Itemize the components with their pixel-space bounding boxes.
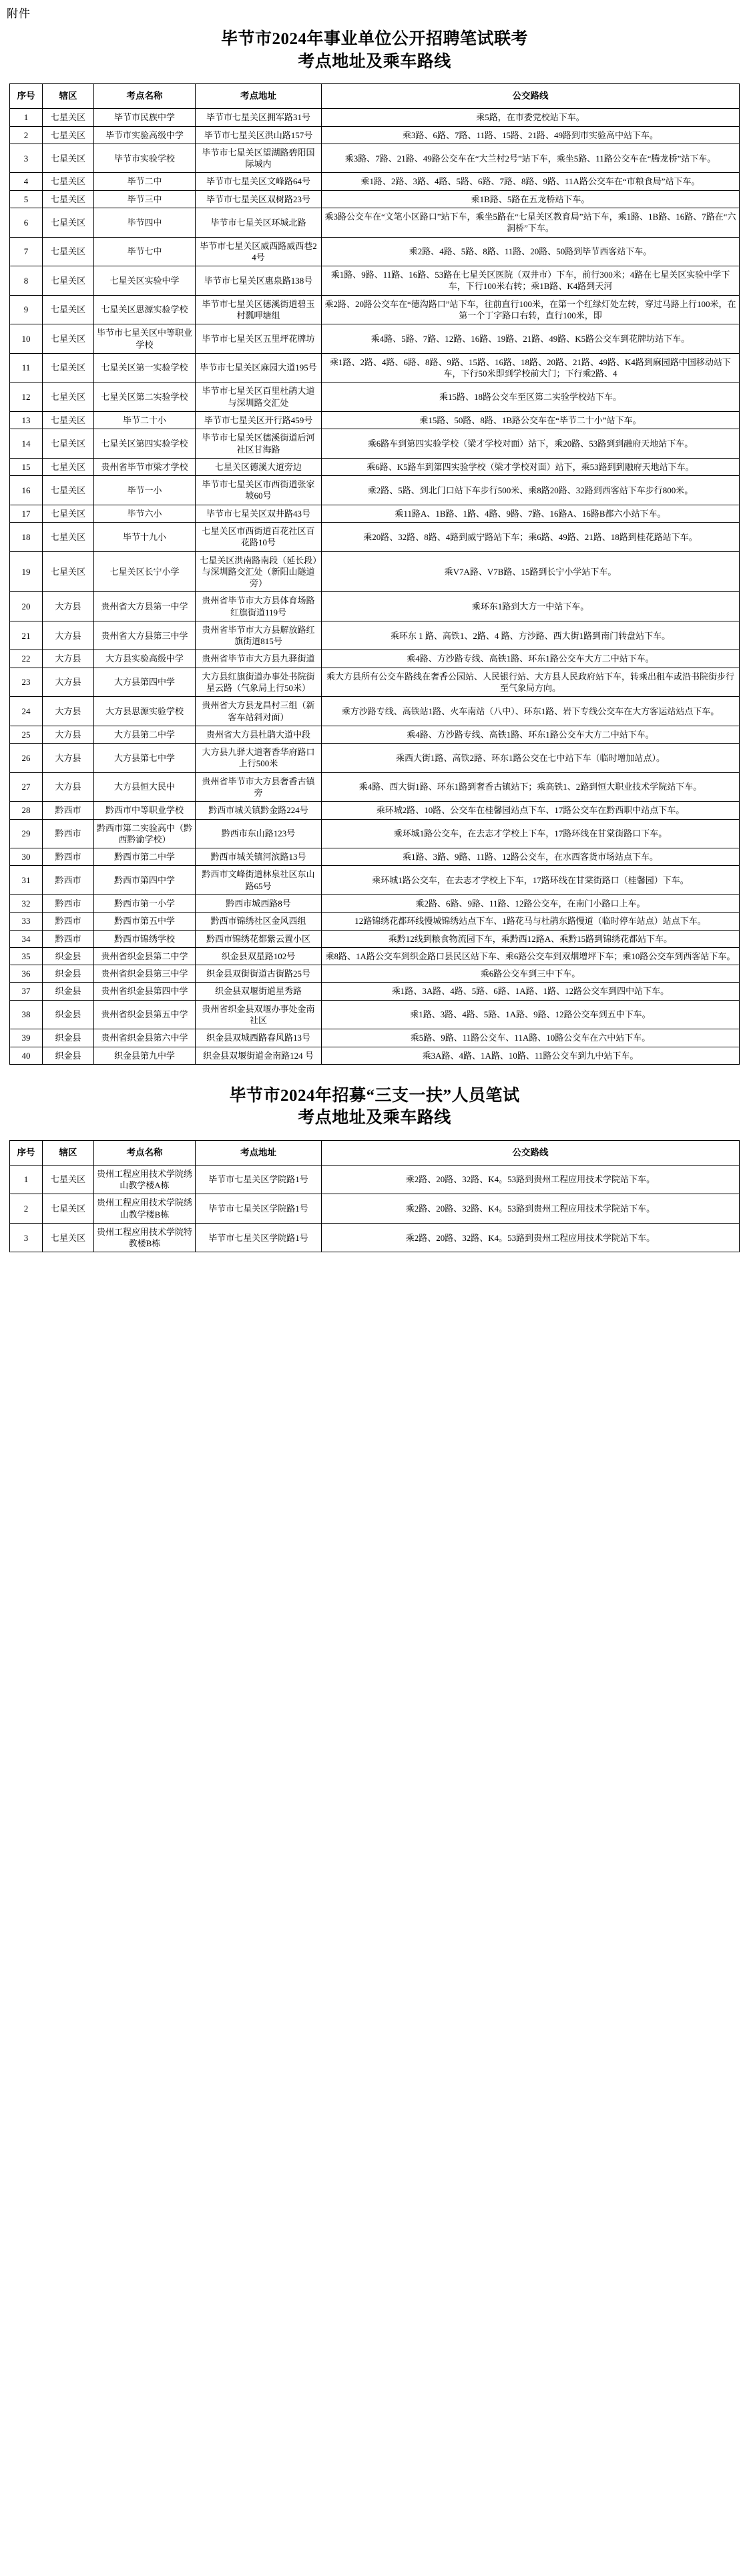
cell-bus-route: 乘2路、20路、32路、K4。53路到贵州工程应用技术学院站下车。 <box>322 1194 740 1224</box>
cell-bus-route: 乘15路、18路公交车至区第二实验学校站下车。 <box>322 382 740 412</box>
cell-bus-route: 乘5路、9路、11路公交车、11A路、10路公交车在六中站下车。 <box>322 1029 740 1047</box>
cell-site-address: 黔西市城关镇黔金路224号 <box>196 802 322 819</box>
cell-no: 25 <box>10 726 43 743</box>
cell-district: 七星关区 <box>43 411 94 429</box>
cell-no: 28 <box>10 802 43 819</box>
cell-no: 4 <box>10 173 43 190</box>
cell-no: 17 <box>10 505 43 522</box>
cell-district: 七星关区 <box>43 551 94 592</box>
cell-district: 黔西市 <box>43 913 94 930</box>
table-row <box>10 802 740 819</box>
cell-bus-route: 乘20路、32路、8路、4路到威宁路站下车；乘6路、49路、21路、18路到桂花路站下车。 <box>322 522 740 551</box>
cell-district: 黔西市 <box>43 848 94 866</box>
cell-site-address: 毕节市七星关区双井路43号 <box>196 505 322 522</box>
table-row <box>10 411 740 429</box>
cell-no: 10 <box>10 324 43 354</box>
cell-district: 织金县 <box>43 965 94 983</box>
cell-site-name: 七星关区实验中学 <box>94 266 196 296</box>
cell-no: 16 <box>10 476 43 505</box>
cell-site-name: 毕节十九小 <box>94 522 196 551</box>
table-body <box>10 109 740 1064</box>
table-row <box>10 947 740 965</box>
table-row <box>10 894 740 912</box>
cell-site-name: 黔西市第四中学 <box>94 866 196 895</box>
cell-no: 26 <box>10 744 43 773</box>
cell-district: 七星关区 <box>43 1194 94 1224</box>
cell-site-name: 毕节市七星关区中等职业学校 <box>94 324 196 354</box>
cell-bus-route: 乘2路、5路、到北门口站下车步行500米、乘8路20路、32路到西客站下车步行800米。 <box>322 476 740 505</box>
cell-district: 七星关区 <box>43 237 94 266</box>
section-two-title-line1: 毕节市2024年招募“三支一扶”人员笔试 <box>229 1086 520 1105</box>
cell-site-address: 毕节市七星关区惠泉路138号 <box>196 266 322 296</box>
cell-site-name: 贵州省织金县第四中学 <box>94 983 196 1000</box>
cell-site-name: 毕节二十小 <box>94 411 196 429</box>
table-row <box>10 1223 740 1252</box>
cell-site-address: 毕节市七星关区环城北路 <box>196 208 322 238</box>
cell-site-address: 毕节市七星关区文峰路64号 <box>196 173 322 190</box>
cell-no: 6 <box>10 208 43 238</box>
cell-site-address: 七星关区市西街道百花社区百花路10号 <box>196 522 322 551</box>
cell-bus-route: 乘大方县所有公交车路线在奢香公园站、人民银行站、大方县人民政府站下车，转乘出租车或沿书院街步行至气象局方向。 <box>322 668 740 697</box>
table-row <box>10 819 740 848</box>
cell-bus-route: 乘3路、6路、7路、11路、15路、21路、49路到市实验高中站下车。 <box>322 126 740 144</box>
table-row <box>10 324 740 354</box>
cell-site-address: 毕节市七星关区五里坪花牌坊 <box>196 324 322 354</box>
cell-no: 33 <box>10 913 43 930</box>
cell-district: 七星关区 <box>43 126 94 144</box>
cell-bus-route: 乘2路、6路、9路、11路、12路公交车，在南门小路口上车。 <box>322 894 740 912</box>
cell-no: 20 <box>10 592 43 621</box>
cell-site-name: 黔西市第五中学 <box>94 913 196 930</box>
cell-no: 1 <box>10 109 43 126</box>
cell-no: 32 <box>10 894 43 912</box>
cell-site-name: 织金县第九中学 <box>94 1047 196 1064</box>
cell-bus-route: 乘V7A路、V7B路、15路到长宁小学站下车。 <box>322 551 740 592</box>
section-two-title-line2: 考点地址及乘车路线 <box>298 1109 451 1127</box>
cell-district: 黔西市 <box>43 866 94 895</box>
table-row <box>10 621 740 650</box>
cell-bus-route: 乘环城1路公交车，在去志才学校上下车，17路环线在甘棠街路口下车。 <box>322 819 740 848</box>
cell-site-address: 织金县双星路102号 <box>196 947 322 965</box>
cell-bus-route: 乘2路、4路、5路、8路、11路、20路、50路到毕节西客站下车。 <box>322 237 740 266</box>
cell-no: 30 <box>10 848 43 866</box>
cell-no: 40 <box>10 1047 43 1064</box>
table-row <box>10 522 740 551</box>
cell-site-address: 毕节市七星关区市西街道张家坡60号 <box>196 476 322 505</box>
cell-no: 3 <box>10 144 43 173</box>
table-row <box>10 208 740 238</box>
cell-no: 19 <box>10 551 43 592</box>
table-row <box>10 190 740 208</box>
cell-district: 织金县 <box>43 1000 94 1029</box>
cell-bus-route: 乘环城2路、10路、公交车在桂馨园站点下车、17路公交车在黔西职中站点下车。 <box>322 802 740 819</box>
table-row <box>10 913 740 930</box>
cell-district: 大方县 <box>43 621 94 650</box>
table-row <box>10 382 740 412</box>
cell-bus-route: 乘3路、7路、21路、49路公交车在“大兰村2号”站下车，乘坐5路、11路公交车在“腾龙桥”站下车。 <box>322 144 740 173</box>
cell-site-name: 黔西市中等职业学校 <box>94 802 196 819</box>
cell-no: 3 <box>10 1223 43 1252</box>
table-row <box>10 592 740 621</box>
cell-no: 36 <box>10 965 43 983</box>
cell-district: 织金县 <box>43 983 94 1000</box>
table-body <box>10 1165 740 1252</box>
cell-site-address: 织金县双堰街道金南路124 号 <box>196 1047 322 1064</box>
cell-no: 12 <box>10 382 43 412</box>
cell-site-name: 大方县第二中学 <box>94 726 196 743</box>
cell-bus-route: 乘西大街1路、高铁2路、环东1路公交在七中站下车（临时增加站点）。 <box>322 744 740 773</box>
cell-district: 大方县 <box>43 744 94 773</box>
cell-district: 黔西市 <box>43 894 94 912</box>
cell-district: 大方县 <box>43 650 94 668</box>
cell-site-address: 织金县双堰街道星秀路 <box>196 983 322 1000</box>
cell-site-address: 黔西市城关镇河滨路13号 <box>196 848 322 866</box>
cell-site-address: 贵州省毕节市大方县九驿街道 <box>196 650 322 668</box>
cell-bus-route: 乘3A路、4路、1A路、10路、11路公交车到九中站下车。 <box>322 1047 740 1064</box>
cell-site-address: 毕节市七星关区麻园大道195号 <box>196 353 322 382</box>
table-row <box>10 295 740 324</box>
table-row <box>10 144 740 173</box>
main-table-wrapper <box>0 83 749 1069</box>
cell-no: 29 <box>10 819 43 848</box>
cell-no: 18 <box>10 522 43 551</box>
exam-sites-table <box>9 83 740 1064</box>
cell-bus-route: 乘6路、K5路车到第四实验学校（梁才学校对面）站下，乘53路到到融府天地站下车。 <box>322 458 740 475</box>
cell-site-name: 贵州工程应用技术学院特教楼B栋 <box>94 1223 196 1252</box>
cell-district: 大方县 <box>43 726 94 743</box>
cell-site-name: 毕节二中 <box>94 173 196 190</box>
table-row <box>10 551 740 592</box>
table-row <box>10 505 740 522</box>
cell-bus-route: 乘15路、50路、8路、1B路公交车在“毕节二十小”站下车。 <box>322 411 740 429</box>
table-row <box>10 353 740 382</box>
cell-district: 七星关区 <box>43 1165 94 1194</box>
cell-site-address: 毕节市七星关区开行路459号 <box>196 411 322 429</box>
cell-no: 38 <box>10 1000 43 1029</box>
cell-bus-route: 乘1B路、5路在五龙桥站下车。 <box>322 190 740 208</box>
table-row <box>10 429 740 459</box>
cell-site-address: 贵州省大方县龙昌村三组（新客车站斜对面） <box>196 697 322 726</box>
cell-district: 七星关区 <box>43 266 94 296</box>
table-row <box>10 726 740 743</box>
cell-site-name: 毕节市实验高级中学 <box>94 126 196 144</box>
cell-site-address: 毕节市七星关区德溪街道后河社区甘海路 <box>196 429 322 459</box>
table-row <box>10 1194 740 1224</box>
table-row <box>10 1000 740 1029</box>
cell-site-address: 大方县九驿大道奢香华府路口上行500米 <box>196 744 322 773</box>
cell-site-address: 毕节市七星关区德溪街道碧玉村瓢呷塘组 <box>196 295 322 324</box>
cell-district: 七星关区 <box>43 324 94 354</box>
cell-site-address: 黔西市锦绣社区金风西组 <box>196 913 322 930</box>
cell-site-name: 大方县第七中学 <box>94 744 196 773</box>
cell-no: 22 <box>10 650 43 668</box>
cell-site-address: 织金县双城西路春风路13号 <box>196 1029 322 1047</box>
cell-district: 七星关区 <box>43 382 94 412</box>
cell-no: 35 <box>10 947 43 965</box>
cell-site-name: 七星关区思源实验学校 <box>94 295 196 324</box>
cell-district: 七星关区 <box>43 522 94 551</box>
column-header-bus-route: 公交路线 <box>322 84 740 109</box>
cell-bus-route: 乘1路、9路、11路、16路、53路在七星关区医院（双井市）下车，前行300米；4路在七星关区实验中学下车，下行100米右转；乘1B路、K4路到天河 <box>322 266 740 296</box>
cell-site-name: 贵州省毕节市梁才学校 <box>94 458 196 475</box>
cell-bus-route: 乘4路、5路、7路、12路、16路、19路、21路、49路、K5路公交车到花牌坊站下车。 <box>322 324 740 354</box>
cell-bus-route: 乘6路车到第四实验学校（梁才学校对面）站下，乘20路、53路到到融府天地站下车。 <box>322 429 740 459</box>
cell-district: 七星关区 <box>43 190 94 208</box>
cell-site-name: 黔西市第二实验高中（黔西黔渝学校） <box>94 819 196 848</box>
cell-site-address: 毕节市七星关区双树路23号 <box>196 190 322 208</box>
cell-site-name: 毕节六小 <box>94 505 196 522</box>
cell-district: 织金县 <box>43 947 94 965</box>
cell-site-address: 贵州省毕节市大方县奢香古镇旁 <box>196 772 322 802</box>
cell-site-address: 毕节市七星关区学院路1号 <box>196 1194 322 1224</box>
cell-site-address: 毕节市七星关区威西路威西巷24号 <box>196 237 322 266</box>
cell-district: 大方县 <box>43 668 94 697</box>
column-header-site-address: 考点地址 <box>196 84 322 109</box>
cell-site-address: 织金县双街街道古街路25号 <box>196 965 322 983</box>
cell-no: 11 <box>10 353 43 382</box>
cell-no: 39 <box>10 1029 43 1047</box>
cell-district: 七星关区 <box>43 1223 94 1252</box>
cell-district: 七星关区 <box>43 505 94 522</box>
cell-site-name: 大方县恒大民中 <box>94 772 196 802</box>
cell-no: 5 <box>10 190 43 208</box>
cell-site-address: 七星关区德溪大道旁边 <box>196 458 322 475</box>
cell-site-address: 贵州省大方县杜鹃大道中段 <box>196 726 322 743</box>
cell-no: 34 <box>10 930 43 947</box>
column-header-no: 序号 <box>10 84 43 109</box>
table-row <box>10 1047 740 1064</box>
cell-bus-route: 乘环东1路到大方一中站下车。 <box>322 592 740 621</box>
table-row <box>10 697 740 726</box>
column-header-district: 辖区 <box>43 1140 94 1165</box>
cell-site-name: 黔西市锦绣学校 <box>94 930 196 947</box>
cell-district: 七星关区 <box>43 353 94 382</box>
cell-site-name: 贵州工程应用技术学院绣山教学楼A栋 <box>94 1165 196 1194</box>
cell-site-address: 毕节市七星关区学院路1号 <box>196 1165 322 1194</box>
cell-site-name: 毕节市民族中学 <box>94 109 196 126</box>
cell-site-address: 毕节市七星关区拥军路31号 <box>196 109 322 126</box>
cell-site-name: 毕节三中 <box>94 190 196 208</box>
cell-district: 黔西市 <box>43 930 94 947</box>
cell-site-name: 毕节七中 <box>94 237 196 266</box>
cell-district: 大方县 <box>43 772 94 802</box>
cell-site-address: 黔西市锦绣花都紫云置小区 <box>196 930 322 947</box>
table-row <box>10 1165 740 1194</box>
cell-site-name: 毕节四中 <box>94 208 196 238</box>
cell-district: 织金县 <box>43 1047 94 1064</box>
cell-site-address: 毕节市七星关区学院路1号 <box>196 1223 322 1252</box>
cell-bus-route: 乘6路公交车到三中下车。 <box>322 965 740 983</box>
cell-bus-route: 乘4路、西大街1路、环东1路到奢香古镇站下；乘高铁1、2路到恒大职业技术学院站下车。 <box>322 772 740 802</box>
cell-site-name: 大方县第四中学 <box>94 668 196 697</box>
cell-bus-route: 乘方沙路专线、高铁站1路、火车南站（八中）、环东1路、岩下专线公交车在大方客运站站点下车。 <box>322 697 740 726</box>
three-support-sites-table <box>9 1140 740 1253</box>
cell-site-name: 贵州工程应用技术学院绣山教学楼B栋 <box>94 1194 196 1224</box>
cell-site-address: 毕节市七星关区洪山路157号 <box>196 126 322 144</box>
cell-district: 大方县 <box>43 697 94 726</box>
cell-no: 14 <box>10 429 43 459</box>
cell-no: 31 <box>10 866 43 895</box>
cell-site-address: 贵州省毕节市大方县体育场路红旗街道119号 <box>196 592 322 621</box>
table-row <box>10 109 740 126</box>
cell-no: 2 <box>10 126 43 144</box>
cell-district: 七星关区 <box>43 208 94 238</box>
cell-district: 七星关区 <box>43 144 94 173</box>
column-header-bus-route: 公交路线 <box>322 1140 740 1165</box>
cell-district: 织金县 <box>43 1029 94 1047</box>
table-row <box>10 744 740 773</box>
cell-bus-route: 12路锦绣花都环线慢城锦绣站点下车、1路花马与杜鹃东路慢道（临时停车站点）站点下车。 <box>322 913 740 930</box>
cell-district: 七星关区 <box>43 429 94 459</box>
table-row <box>10 173 740 190</box>
cell-site-name: 贵州省大方县第三中学 <box>94 621 196 650</box>
cell-no: 13 <box>10 411 43 429</box>
cell-district: 七星关区 <box>43 173 94 190</box>
cell-bus-route: 乘1路、3路、4路、5路、1A路、9路、12路公交车到五中下车。 <box>322 1000 740 1029</box>
cell-site-address: 毕节市七星关区百里杜鹃大道与深圳路交汇处 <box>196 382 322 412</box>
cell-bus-route: 乘4路、方沙路专线、高铁1路、环东1路公交车大方二中站下车。 <box>322 650 740 668</box>
cell-bus-route: 乘8路、1A路公交车到织金路口县民区站下车、乘6路公交车到双烟增坪下车；乘10路公交车到西客站下车。 <box>322 947 740 965</box>
cell-no: 8 <box>10 266 43 296</box>
cell-site-name: 毕节一小 <box>94 476 196 505</box>
table-row <box>10 965 740 983</box>
column-header-site-name: 考点名称 <box>94 1140 196 1165</box>
cell-bus-route: 乘5路，在市委党校站下车。 <box>322 109 740 126</box>
document-page <box>0 0 749 1258</box>
cell-bus-route: 乘11路A、1B路、1路、4路、9路、7路、16路A、16路B都六小站下车。 <box>322 505 740 522</box>
table-head <box>10 84 740 109</box>
cell-site-name: 七星关区第一实验学校 <box>94 353 196 382</box>
cell-bus-route: 乘环城1路公交车，在去志才学校上下车，17路环线在甘棠街路口（桂馨园）下车。 <box>322 866 740 895</box>
cell-district: 黔西市 <box>43 802 94 819</box>
column-header-site-name: 考点名称 <box>94 84 196 109</box>
cell-site-address: 贵州省毕节市大方县解放路红旗街道815号 <box>196 621 322 650</box>
cell-site-name: 贵州省织金县第三中学 <box>94 965 196 983</box>
cell-site-address: 贵州省织金县双堰办事处金南社区 <box>196 1000 322 1029</box>
cell-site-address: 大方县红旗街道办事处书院街星云路（气象局上行50米） <box>196 668 322 697</box>
cell-no: 23 <box>10 668 43 697</box>
cell-site-address: 黔西市东山路123号 <box>196 819 322 848</box>
cell-district: 七星关区 <box>43 458 94 475</box>
section-two-title <box>0 1085 749 1129</box>
cell-site-name: 黔西市第二中学 <box>94 848 196 866</box>
cell-site-name: 贵州省织金县第五中学 <box>94 1000 196 1029</box>
cell-site-name: 七星关区第四实验学校 <box>94 429 196 459</box>
column-header-site-address: 考点地址 <box>196 1140 322 1165</box>
cell-bus-route: 乘3路公交车在“文笔小区路口”站下车，乘坐5路在“七星关区教育局”站下车，乘1路、1B路、16路、7路在“六洞桥”下车。 <box>322 208 740 238</box>
table-row <box>10 668 740 697</box>
cell-site-name: 贵州省织金县第二中学 <box>94 947 196 965</box>
cell-site-name: 贵州省织金县第六中学 <box>94 1029 196 1047</box>
cell-site-address: 毕节市七星关区望湖路碧阳国际城内 <box>196 144 322 173</box>
cell-no: 1 <box>10 1165 43 1194</box>
table-row <box>10 772 740 802</box>
cell-no: 27 <box>10 772 43 802</box>
cell-bus-route: 乘1路、2路、4路、6路、8路、9路、15路、16路、18路、20路、21路、49路、K4路到麻园路中国移动站下车，下行50米即到学校前大门；下行乘2路、4 <box>322 353 740 382</box>
cell-site-address: 七星关区洪南路南段（延长段）与深圳路交汇处（新阳山隧道旁） <box>196 551 322 592</box>
cell-district: 七星关区 <box>43 295 94 324</box>
table-row <box>10 458 740 475</box>
cell-bus-route: 乘2路、20路、32路、K4。53路到贵州工程应用技术学院站下车。 <box>322 1223 740 1252</box>
table-header-row <box>10 1140 740 1165</box>
cell-no: 2 <box>10 1194 43 1224</box>
cell-no: 21 <box>10 621 43 650</box>
page-title-line2: 考点地址及乘车路线 <box>298 52 451 71</box>
page-title-line1: 毕节市2024年事业单位公开招聘笔试联考 <box>220 30 528 49</box>
cell-site-name: 七星关区第二实验学校 <box>94 382 196 412</box>
cell-bus-route: 乘2路、20路、32路、K4。53路到贵州工程应用技术学院站下车。 <box>322 1165 740 1194</box>
table-header-row <box>10 84 740 109</box>
cell-district: 黔西市 <box>43 819 94 848</box>
cell-site-address: 黔西市文峰街道林泉社区东山路65号 <box>196 866 322 895</box>
cell-site-name: 毕节市实验学校 <box>94 144 196 173</box>
cell-no: 15 <box>10 458 43 475</box>
table-row <box>10 848 740 866</box>
secondary-table-wrapper <box>0 1140 749 1258</box>
cell-no: 9 <box>10 295 43 324</box>
column-header-no: 序号 <box>10 1140 43 1165</box>
page-title <box>0 28 749 73</box>
attachment-label: 附件 <box>7 7 31 20</box>
table-row <box>10 476 740 505</box>
cell-site-address: 黔西市城西路8号 <box>196 894 322 912</box>
cell-site-name: 贵州省大方县第一中学 <box>94 592 196 621</box>
cell-bus-route: 乘黔12线到粮食物流园下车，乘黔西12路A、乘黔15路到锦绣花都站下车。 <box>322 930 740 947</box>
table-row <box>10 237 740 266</box>
table-row <box>10 126 740 144</box>
cell-district: 大方县 <box>43 592 94 621</box>
cell-bus-route: 乘环东 1 路、高铁1、2路、4 路、方沙路、西大街1路到南门转盘站下车。 <box>322 621 740 650</box>
cell-bus-route: 乘2路、20路公交车在“德沟路口”站下车，往前直行100米，在第一个红绿灯处左转，穿过马路上行100米，在第一个丁字路口右转，直行100米，即 <box>322 295 740 324</box>
table-row <box>10 650 740 668</box>
cell-district: 七星关区 <box>43 476 94 505</box>
cell-bus-route: 乘1路、2路、3路、4路、5路、6路、7路、8路、9路、11A路公交车在“市粮食局”站下车。 <box>322 173 740 190</box>
cell-no: 24 <box>10 697 43 726</box>
cell-bus-route: 乘1路、3路、9路、11路、12路公交车，在水西客货市场站点下车。 <box>322 848 740 866</box>
cell-no: 7 <box>10 237 43 266</box>
cell-site-name: 黔西市第一小学 <box>94 894 196 912</box>
cell-site-name: 七星关区长宁小学 <box>94 551 196 592</box>
table-head-secondary <box>10 1140 740 1165</box>
table-row <box>10 266 740 296</box>
column-header-district: 辖区 <box>43 84 94 109</box>
cell-bus-route: 乘1路、3A路、4路、5路、6路、1A路、1路、12路公交车到四中站下车。 <box>322 983 740 1000</box>
table-row <box>10 930 740 947</box>
cell-district: 七星关区 <box>43 109 94 126</box>
table-row <box>10 1029 740 1047</box>
cell-bus-route: 乘4路、方沙路专线、高铁1路、环东1路公交车大方二中站下车。 <box>322 726 740 743</box>
table-row <box>10 983 740 1000</box>
cell-site-name: 大方县思源实验学校 <box>94 697 196 726</box>
table-row <box>10 866 740 895</box>
cell-site-name: 大方县实验高级中学 <box>94 650 196 668</box>
cell-no: 37 <box>10 983 43 1000</box>
